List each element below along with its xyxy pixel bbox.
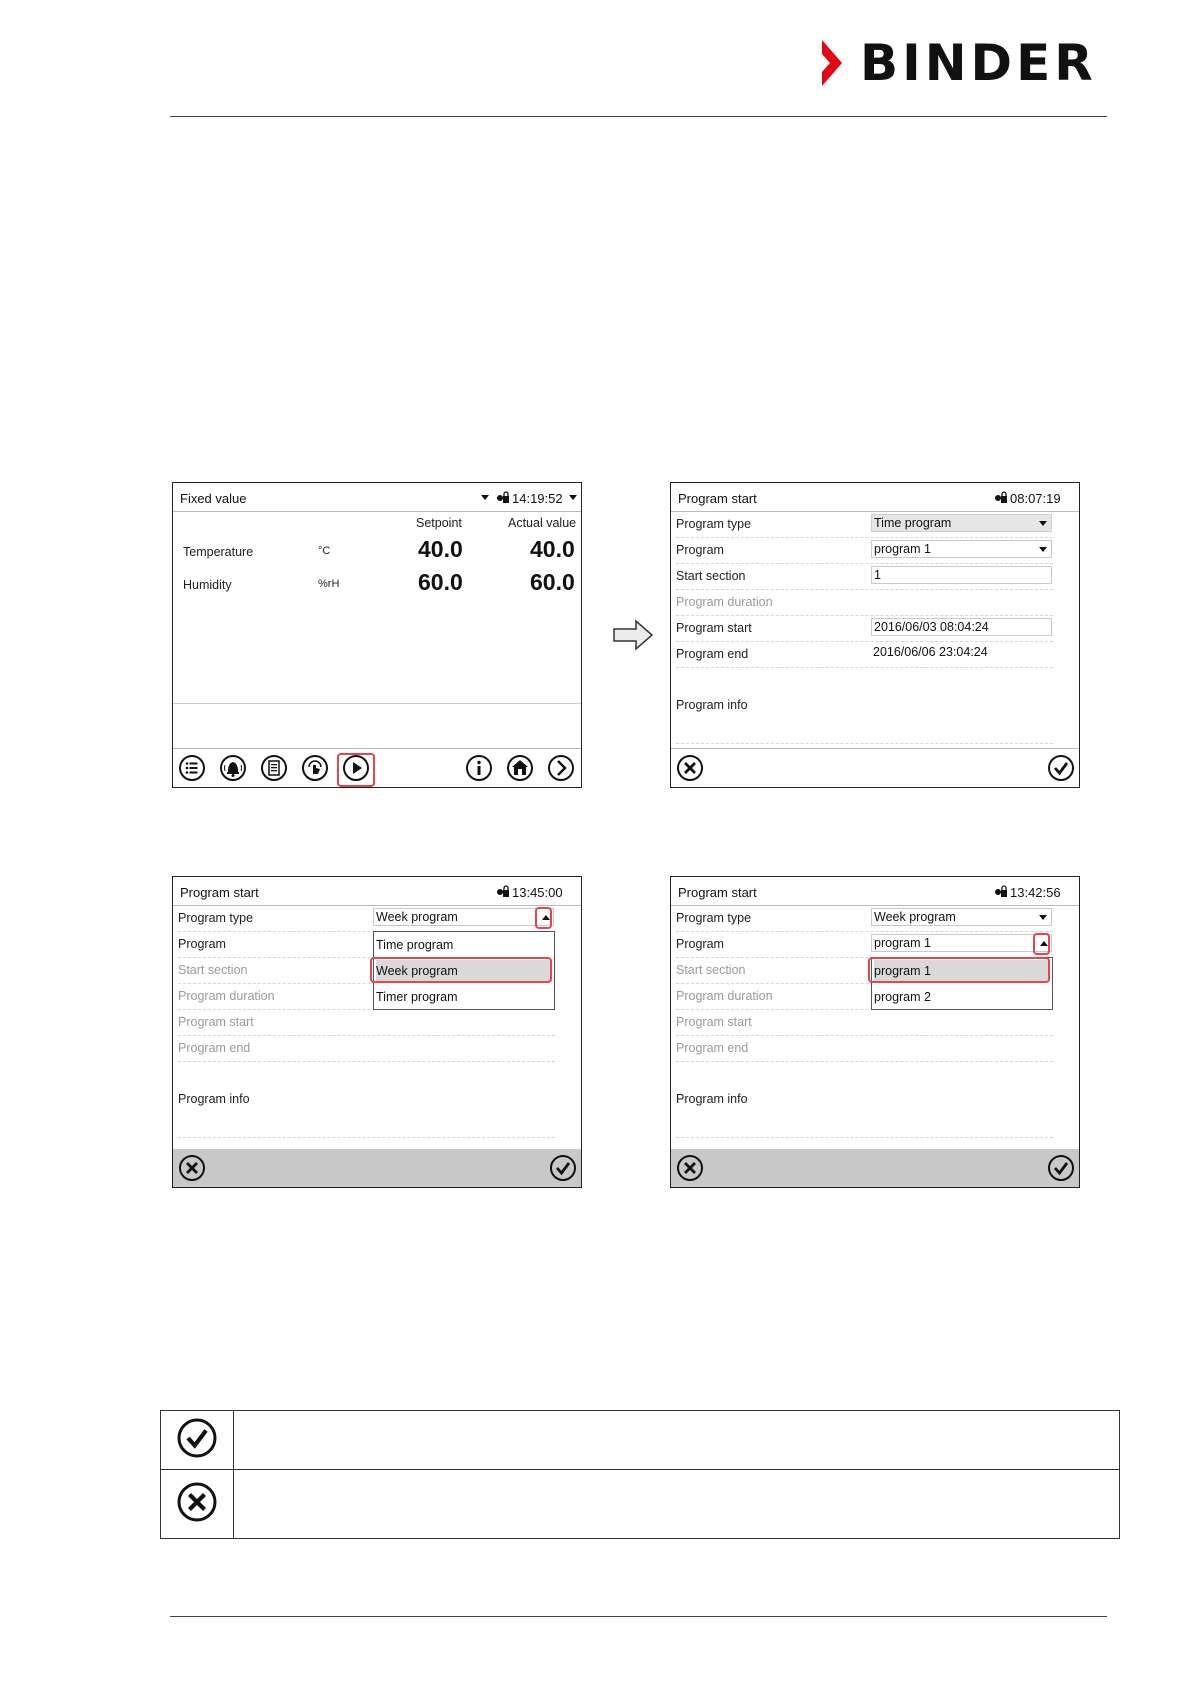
row-program-start (676, 616, 1053, 642)
confirm-check-icon[interactable] (1047, 1154, 1075, 1182)
legend-icon-cell (161, 1470, 234, 1539)
legend-row-confirm (161, 1411, 1120, 1470)
highlight-selected-option (868, 957, 1050, 983)
program-end-value: 2016/06/06 23:04:24 (873, 645, 988, 659)
program-type-select[interactable]: Week program (871, 908, 1052, 926)
alarm-bell-icon[interactable] (219, 754, 247, 782)
highlight-dropdown-toggle (535, 907, 552, 929)
clock: 13:45:00 (512, 885, 563, 900)
dropdown-option[interactable]: Time program (376, 938, 454, 952)
row-program-start (178, 1010, 555, 1036)
program-start-label: Program start (676, 1015, 752, 1029)
title-bar (671, 483, 1079, 512)
temperature-unit: °C (318, 545, 331, 557)
user-lock-icon (994, 885, 1008, 898)
confirm-check-icon[interactable] (1047, 754, 1075, 782)
icon-legend-table (160, 1410, 1120, 1539)
dropdown-option-selected[interactable]: program 1 (874, 960, 1050, 982)
chevron-down-icon[interactable] (569, 495, 577, 500)
chevron-down-icon[interactable] (481, 495, 489, 500)
cancel-x-icon (176, 1481, 218, 1523)
start-section-label: Start section (178, 963, 248, 977)
next-icon[interactable] (547, 754, 575, 782)
legend-text (234, 1470, 1120, 1539)
menu-icon[interactable] (178, 754, 206, 782)
legend-row-cancel (161, 1470, 1120, 1539)
humidity-setpoint[interactable]: 60.0 (418, 569, 463, 595)
screen-title: Program start (678, 491, 757, 506)
row-program-type (178, 906, 555, 932)
start-section-label: Start section (676, 963, 746, 977)
highlight-dropdown-toggle (1033, 933, 1050, 955)
program-info-label: Program info (676, 698, 748, 712)
row-program-info (178, 1087, 555, 1138)
program-duration-label: Program duration (676, 989, 773, 1003)
temperature-setpoint[interactable]: 40.0 (418, 536, 463, 562)
screen-title: Fixed value (180, 491, 247, 506)
program-end-label: Program end (178, 1041, 251, 1055)
humidity-unit: %rH (318, 578, 340, 590)
program-select[interactable]: program 1 (871, 934, 1052, 952)
row-program-end (676, 1036, 1053, 1062)
program-type-label: Program type (676, 911, 752, 925)
program-end-label: Program end (676, 1041, 749, 1055)
chevron-down-icon (1039, 521, 1047, 526)
dropdown-option[interactable]: program 2 (874, 990, 931, 1004)
program-duration-label: Program duration (676, 595, 773, 609)
program-label: Program (676, 937, 724, 951)
dropdown-option-selected[interactable]: Week program (376, 960, 552, 982)
temperature-label: Temperature (183, 545, 254, 559)
clock: 14:19:52 (512, 491, 563, 506)
clock: 13:42:56 (1010, 885, 1061, 900)
legend-icon-cell (161, 1411, 234, 1470)
program-select[interactable]: program 1 (871, 540, 1052, 558)
row-program-type (676, 512, 1053, 538)
manual-hand-icon[interactable] (301, 754, 329, 782)
row-program (676, 932, 1053, 958)
row-program-start (676, 1010, 1053, 1036)
row-program-end (676, 642, 1053, 668)
screen-title: Program start (678, 885, 757, 900)
screen-program-type-dropdown (172, 876, 582, 1188)
confirm-check-icon[interactable] (549, 1154, 577, 1182)
user-lock-icon (496, 491, 510, 504)
home-icon[interactable] (506, 754, 534, 782)
row-program-type (676, 906, 1053, 932)
program-start-label: Program start (178, 1015, 254, 1029)
row-program-duration (676, 590, 1053, 616)
footer-toolbar (173, 1149, 581, 1187)
screen-title: Program start (180, 885, 259, 900)
setpoint-header: Setpoint (416, 516, 462, 530)
cancel-x-icon[interactable] (178, 1154, 206, 1182)
divider (173, 703, 581, 704)
logo-text: BINDER (860, 34, 1097, 92)
cancel-x-icon[interactable] (676, 1154, 704, 1182)
program-label: Program (178, 937, 226, 951)
title-bar (173, 483, 581, 512)
user-lock-icon (496, 885, 510, 898)
footer-toolbar (671, 748, 1079, 787)
chevron-down-icon (1039, 547, 1047, 552)
program-label: Program (676, 543, 724, 557)
clock: 08:07:19 (1010, 491, 1061, 506)
screen-program-start-initial (670, 482, 1080, 788)
program-info-label: Program info (178, 1092, 250, 1106)
footer-toolbar (671, 1149, 1079, 1187)
user-lock-icon (994, 491, 1008, 504)
chevron-down-icon (1039, 915, 1047, 920)
title-bar (173, 877, 581, 906)
footer-toolbar (173, 748, 581, 787)
cancel-x-icon[interactable] (676, 754, 704, 782)
temperature-actual: 40.0 (530, 536, 575, 562)
confirm-check-icon (176, 1417, 218, 1459)
program-type-select[interactable]: Week program (373, 908, 554, 926)
start-section-label: Start section (676, 569, 746, 583)
humidity-label: Humidity (183, 578, 232, 592)
row-program (676, 538, 1053, 564)
info-icon[interactable] (465, 754, 493, 782)
start-section-input[interactable]: 1 (871, 566, 1052, 584)
binder-logo (820, 34, 1110, 92)
highlight-play-button (337, 753, 375, 787)
screen-program-dropdown (670, 876, 1080, 1188)
program-type-label: Program type (676, 517, 752, 531)
legend-text (234, 1411, 1120, 1470)
row-program-info (676, 693, 1053, 744)
screen-fixed-value (172, 482, 582, 788)
arrow-right-icon (612, 618, 654, 652)
program-start-input[interactable]: 2016/06/03 08:04:24 (871, 618, 1052, 636)
footer-rule (170, 1616, 1107, 1617)
row-start-section (676, 564, 1053, 590)
highlight-selected-option (370, 957, 552, 983)
humidity-actual: 60.0 (530, 569, 575, 595)
program-type-label: Program type (178, 911, 254, 925)
program-duration-label: Program duration (178, 989, 275, 1003)
actual-value-header: Actual value (508, 516, 577, 530)
header-rule (170, 116, 1107, 117)
program-type-select[interactable]: Time program (871, 514, 1052, 532)
dropdown-option[interactable]: Timer program (376, 990, 458, 1004)
program-start-label: Program start (676, 621, 752, 635)
title-bar (671, 877, 1079, 906)
program-info-label: Program info (676, 1092, 748, 1106)
notes-icon[interactable] (260, 754, 288, 782)
row-program-info (676, 1087, 1053, 1138)
row-program-end (178, 1036, 555, 1062)
program-end-label: Program end (676, 647, 749, 661)
